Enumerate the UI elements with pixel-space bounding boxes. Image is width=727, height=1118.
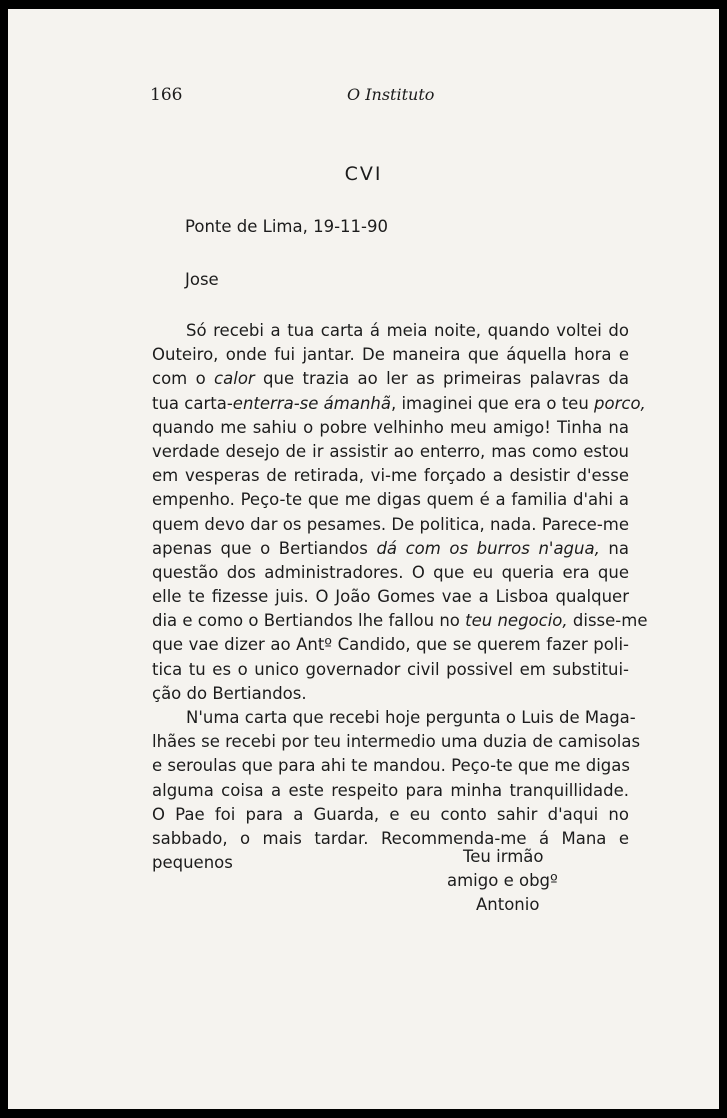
- body-line: e seroulas que para ahi te mandou. Peço-te que me digas: [152, 756, 630, 776]
- emphasis-text: porco,: [594, 393, 646, 413]
- body-line: em vesperas de retirada, vi-me forçado a desistir d'esse: [152, 466, 629, 486]
- emphasis-text: calor: [214, 369, 255, 389]
- closing-line: amigo e obgº: [447, 871, 558, 890]
- body-line: quando me sahiu o pobre velhinho meu amigo! Tinha na: [152, 417, 629, 437]
- signature: Antonio: [476, 895, 540, 914]
- emphasis-text: teu negocio,: [465, 611, 568, 631]
- closing: [447, 845, 558, 917]
- journal-title: O Instituto: [347, 85, 435, 104]
- body-line: verdade desejo de ir assistir ao enterro, mas como estou: [152, 441, 629, 461]
- body-line: pequenos: [152, 853, 233, 873]
- emphasis-text: dá com os burros n'agua,: [376, 538, 600, 558]
- body-line: ção do Bertiandos.: [152, 683, 307, 703]
- body-line: quem devo dar os pesames. De politica, nada. Parece-me: [152, 514, 629, 534]
- place-date: Ponte de Lima, 19-11-90: [185, 217, 388, 236]
- body-line: alguma coisa a este respeito para minha tranquillidade.: [152, 780, 629, 800]
- body-line: com o calor que trazia ao ler as primeiras palavras da: [152, 369, 629, 389]
- body-line: O Pae foi para a Guarda, e eu conto sahir d'aqui no: [152, 804, 629, 824]
- emphasis-text: enterra-se ámanhã: [232, 393, 391, 413]
- body-line: empenho. Peço-te que me digas quem é a familia d'ahi a: [152, 490, 629, 510]
- body-line: dia e como o Bertiandos lhe fallou no teu negocio, disse-me: [152, 611, 648, 631]
- page-number: 166: [150, 85, 183, 105]
- body-line: que vae dizer ao Antº Candido, que se querem fazer poli-: [152, 635, 629, 655]
- body-line: questão dos administradores. O que eu queria era que: [152, 562, 629, 582]
- running-head: [150, 85, 550, 115]
- body-line: sabbado, o mais tardar. Recommenda-me á Mana e: [152, 828, 629, 848]
- letter-number: CVI: [344, 163, 383, 185]
- body-line: lhães se recebi por teu intermedio uma duzia de camisolas: [152, 732, 641, 752]
- body-line: Só recebi a tua carta á meia noite, quando voltei do: [186, 321, 629, 340]
- body-line: tua carta-enterra-se ámanhã, imaginei que era o teu porco,: [152, 393, 646, 413]
- salutation: Jose: [185, 270, 219, 289]
- body-line: N'uma carta que recebi hoje pergunta o Luis de Maga-: [186, 708, 636, 727]
- body-line: tica tu es o unico governador civil possivel em substitui-: [152, 659, 629, 679]
- body-line: elle te fizesse juis. O João Gomes vae a Lisboa qualquer: [152, 587, 629, 607]
- closing-line: Teu irmão: [463, 847, 544, 866]
- letter-body: [152, 319, 648, 875]
- body-line: apenas que o Bertiandos dá com os burros n'agua, na: [152, 538, 629, 558]
- body-line: Outeiro, onde fui jantar. De maneira que áquella hora e: [152, 345, 629, 365]
